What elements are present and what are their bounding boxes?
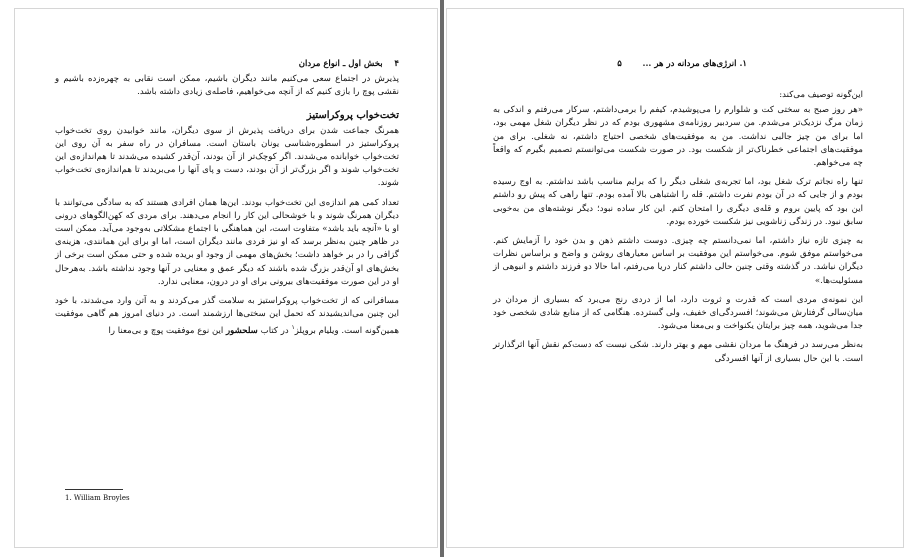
book-title: سلحشور <box>226 326 258 337</box>
left-page-number: ۴ <box>394 59 399 69</box>
right-running-header <box>617 59 747 69</box>
footnote-marker: ۱ <box>291 324 295 332</box>
right-body <box>493 89 863 372</box>
paragraph: پذیرش در اجتماع سعی می‌کنیم مانند دیگران باشیم، ممکن است نقابی به چهره‌زده باشیم و نقشی پوچ را بازی کنیم که از آنچه می‌خواهیم، فاصله‌ی زیادی داشته باشد. <box>55 74 399 98</box>
paragraph: همرنگ جماعت شدن برای دریافت پذیرش از سوی دیگران، مانند خوابیدن روی تخت‌خواب پروکراستیز در اسطوره‌شناسی یونان باستان است. مسافران در راه سفر به آن روی این تخت‌خواب خوابانده می‌شدند. اگر کوچک‌تر از آن بودند، آن‌قدر کشیده می‌شدند تا هم‌اندازه‌ی این تخت‌خواب شوند و اگر بزرگ‌تر از آن بودند، دست و پای آنها را می‌بریدند تا هم‌اندازه‌ی تخت‌خواب شوند. <box>55 125 399 189</box>
left-running-header <box>299 59 399 69</box>
book-gutter <box>440 0 444 557</box>
right-page <box>446 8 904 548</box>
quote-paragraph: به چیزی تازه نیاز داشتم، اما نمی‌دانستم چه چیزی. دوست داشتم ذهن و بدن خود را آزمایش کنم. می‌خواستم موفق شوم. می‌خواستم این موفقیت بر اساس معیارهای روشن و واضح و براساس نظرات دیگران نباشد. در گذشته وقتی چنین حالی داشتم کنار دریا می‌رفتم، اما حالا دو فرزند داشتم و انبوهی از مسئولیت‌ها.» <box>493 236 863 286</box>
left-page <box>14 8 438 548</box>
paragraph: به‌نظر می‌رسد در فرهنگ ما مردان نقشی مهم و بهتر دارند. شکی نیست که دست‌کم نقش آنها اثرگذارتر است. با این حال بسیاری از آنها افسردگی <box>493 340 863 364</box>
paragraph <box>55 295 399 338</box>
right-page-number: ۵ <box>617 59 622 69</box>
quote-paragraph: «هر روز صبح به سختی کت و شلوارم را می‌پوشیدم، کیفم را برمی‌داشتم، سرکار می‌رفتم و اندکی به زمان مرگ نزدیک‌تر می‌شدم. من سردبیر روزنامه‌ی مشهوری بودم که در نظر دیگران شغل مهمی بود، اما برای من چیز جالبی نداشت. من به موفقیت‌های شخصی احتیاج داشتم، نه شغلی. برای من موفقیت‌های اجتماعی خطرناک‌تر از شکست بود. در صورت شکست می‌توانستم تصمیم بگیرم که واقعاً چه می‌خواهم. <box>493 105 863 169</box>
right-running-head: ۱. انرژی‌های مردانه در هر ... <box>642 59 747 69</box>
paragraph-text: در کتاب <box>257 326 292 337</box>
paragraph-text: این نوع موفقیت پوچ و بی‌معنا را <box>108 326 227 337</box>
footnote-rule <box>65 489 123 490</box>
section-title: تخت‌خواب پروکراستیز <box>306 110 399 122</box>
paragraph: این‌گونه توصیف می‌کند: <box>779 90 863 100</box>
footnote: 1. William Broyles <box>65 494 130 502</box>
paragraph: تعداد کمی هم اندازه‌ی این تخت‌خواب بودند. این‌ها همان افرادی هستند که به سادگی می‌توانند با دیگران همرنگ شوند و با خوشحالی این کار را انجام می‌دهند. برای مردی که کهن‌الگوهای درونی او با «آنچه باید باشد» متفاوت است، این هماهنگی با اجتماع مشکلاتی به‌وجود می‌آید. ممکن است در ظاهر چنین به‌نظر برسد که او نیز فردی مانند دیگران است، اما او برای این همانندی، هزینه‌ی گزافی را در بر خواهد داشت؛ بخش‌های مهمی از وجود او بریده شده و حتی ممکن است برخی از بخش‌های او آن‌قدر بزرگ شده باشند که دیگر عمق و معنایی در آنها وجود نداشته باشد. به‌هرحال او در این صورت موفقیت‌های بیرونی برای او در درون، معنایی ندارد. <box>55 197 399 287</box>
quote-paragraph: تنها راه نجاتم ترک شغل بود، اما تجربه‌ی شغلی دیگر را که برایم مناسب باشد نداشتم. به اوج رسیده بودم و از جایی که در آن بودم نفرت داشتم. قله را اشتباهی بالا آمده بودم. تنها راهی که پیش رو داشتم این بود که پایین بروم و قله‌ی دیگری را امتحان کنم. این کار ساده نبود؛ دیگر نوشته‌های من به‌خوبی سابق نبود. در زندگی زناشویی نیز شکست خورده بودم. <box>493 177 863 227</box>
paragraph: این نمونه‌ی مردی است که قدرت و ثروت دارد، اما از دردی رنج می‌برد که بسیاری از مردان در میان‌سالی گرفتارش می‌شوند؛ افسردگی‌ای خفیف، ولی گسترده. هنگامی که از منابع شادی شخصی خود جدا می‌شوید، همه چیز برایتان یکنواخت و بی‌معنا می‌شود. <box>493 294 863 332</box>
left-body <box>55 73 399 345</box>
left-running-head: بخش اول ـ انواع مردان <box>298 59 383 69</box>
paragraph-text: مسافرانی که از تخت‌خواب پروکراستیز به سلامت گذر می‌کردند و به آتن وارد می‌شدند، با خود این چنین می‌اندیشیدند که تحمل این سختی‌ها ارزشمند است. در دنیای امروز هم گاهی موفقیت همین‌گونه است. ویلیام بروپلز <box>55 296 399 337</box>
